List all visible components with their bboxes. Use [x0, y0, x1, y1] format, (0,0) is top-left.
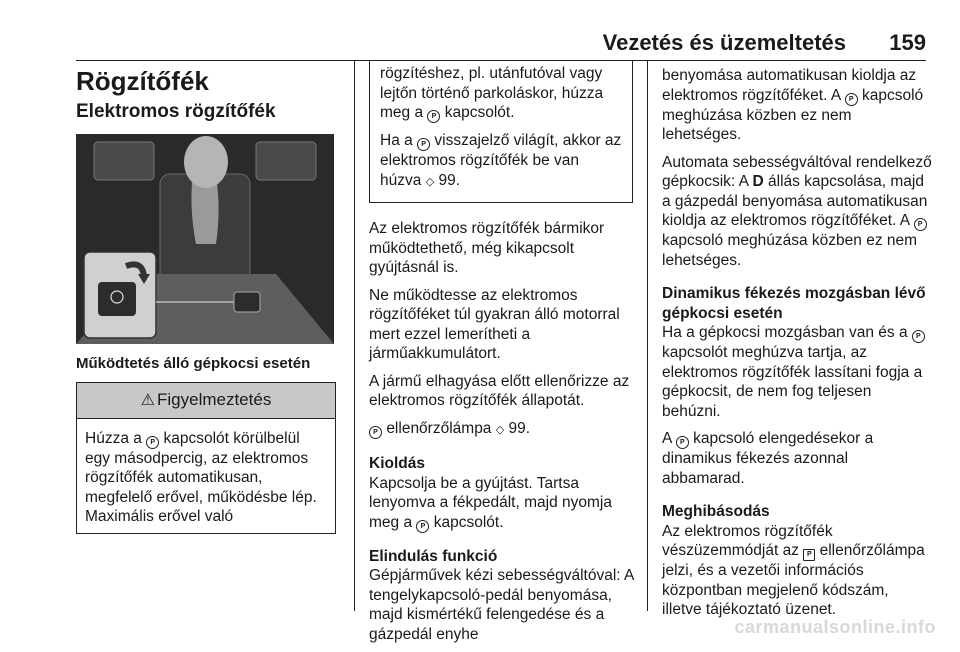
- paragraph-4: ellenőrzőlámpa: [386, 419, 492, 437]
- warning-title: Figyelmeztetés: [157, 389, 272, 409]
- parking-brake-photo: [76, 134, 334, 344]
- warning-box: [76, 382, 336, 534]
- parking-brake-icon: P: [417, 138, 430, 151]
- dyn-text-1b: kapcsolót meghúzva tartja, az elektromos rögzítőfék lassítani fogja a gépkocsit, de nem fog teljesen behúzni.: [662, 344, 923, 420]
- dyn-text-2a: A: [662, 430, 672, 447]
- console-illustration: [76, 134, 334, 344]
- warning-text-end: kapcsolót körülbelül egy másodpercig, az elektromos rögzítőfék automatikusan, megfelelő erővel, működésbe lép. Maximális erővel való: [85, 429, 317, 525]
- parking-brake-icon: P: [676, 436, 689, 449]
- dyn-text-2b: kapcsoló elengedésekor a dinamikus fékezés azonnal abbamarad.: [662, 430, 874, 487]
- warning-text-start: Húzza a: [85, 429, 142, 447]
- page-number: 159: [889, 30, 926, 55]
- watermark: carmanualsonline.info: [734, 617, 936, 637]
- warning-header: [77, 383, 335, 419]
- dynamic-braking-heading: Dinamikus fékezés mozgásban lévő gépkocsi esetén: [662, 285, 926, 322]
- warning-triangle-icon: ⚠: [140, 391, 155, 409]
- col3-text-2a: Automata sebességváltóval rendelkező gépkocsik: A: [662, 153, 932, 190]
- box-text-1b: kapcsolót.: [444, 104, 515, 121]
- kioldas-heading: Kioldás: [369, 455, 425, 472]
- column-3: [662, 66, 932, 628]
- paragraph-2: Ne működtesse az elektromos rögzítőféket túl gyakran álló motorral mert ezzel lemerítheti a járműakkumulátort.: [369, 286, 620, 362]
- page-ref: 99.: [438, 171, 461, 189]
- kioldas-text-b: kapcsolót.: [433, 513, 504, 531]
- parking-brake-icon: P: [416, 520, 429, 533]
- paragraph-1: Az elektromos rögzítőfék bármikor működtethető, még kikapcsolt gyújtásnál is.: [369, 220, 605, 276]
- col3-text-2b: állás kapcsolása, majd a gázpedál benyomása automatikusan kioldja az elektromos rögzítőféket. A: [662, 173, 928, 229]
- dyn-text-1a: Ha a gépkocsi mozgásban van és a: [662, 324, 908, 341]
- parking-brake-icon: P: [146, 436, 159, 449]
- page-ref: 99.: [508, 419, 531, 437]
- malfunction-text-a: Az elektromos rögzítőfék vészüzemmódját az: [662, 522, 833, 559]
- column-2: [369, 60, 635, 652]
- warning-continuation-box: [369, 60, 633, 203]
- box-text-2a: Ha a: [380, 132, 413, 149]
- page-ref-icon: ◇: [495, 423, 505, 436]
- malfunction-text-b: ellenőrzőlámpa jelzi, és a vezetői információs központban megjelenő kódszám, illetve tájékoztató üzenet.: [662, 542, 925, 618]
- parking-brake-icon: P: [369, 426, 382, 439]
- page-ref-icon: ◇: [425, 175, 435, 188]
- column-divider-2: [647, 60, 648, 611]
- section-heading: Rögzítőfék: [76, 66, 209, 96]
- warning-body: [77, 419, 335, 533]
- column-1: [76, 66, 338, 534]
- brake-fault-icon: P: [803, 549, 815, 561]
- section-subheading: Elektromos rögzítőfék: [76, 101, 276, 122]
- box-text-1a: rögzítéshez, pl. utánfutóval vagy lejtőn történő parkoláskor, húzza meg a: [380, 65, 604, 121]
- parking-brake-icon: P: [845, 93, 858, 106]
- kioldas-text-a: Kapcsolja be a gyújtást. Tartsa lenyomva a fékpedált, majd nyomja meg a: [369, 474, 612, 531]
- photo-caption: Működtetés álló gépkocsi esetén: [76, 355, 311, 372]
- col3-text-1a: benyomása automatikusan kioldja az elektromos rögzítőféket. A: [662, 67, 917, 104]
- paragraph-3: A jármű elhagyása előtt ellenőrizze az elektromos rögzítőfék állapotát.: [369, 372, 630, 409]
- malfunction-heading: Meghibásodás: [662, 503, 770, 520]
- elindulas-heading: Elindulás funkció: [369, 547, 498, 565]
- col3-text-1b: kapcsoló meghúzása közben ez nem lehetséges.: [662, 86, 924, 143]
- parking-brake-icon: P: [914, 218, 927, 231]
- box-text-2b: visszajelző világít, akkor az elektromos rögzítőfék be van húzva: [380, 132, 622, 189]
- running-header-title: Vezetés és üzemeltetés: [602, 30, 846, 55]
- elindulas-text: Gépjárművek kézi sebességváltóval: A tengelykapcsoló-pedál benyomása, majd kismértékű felengedése és a gázpedál enyhe: [369, 567, 634, 643]
- column-divider-1: [354, 60, 355, 611]
- parking-brake-icon: P: [427, 110, 440, 123]
- gear-d-label: D: [752, 173, 764, 190]
- parking-brake-icon: P: [912, 330, 925, 343]
- col3-text-2c: kapcsoló meghúzása közben ez nem lehetséges.: [662, 232, 918, 269]
